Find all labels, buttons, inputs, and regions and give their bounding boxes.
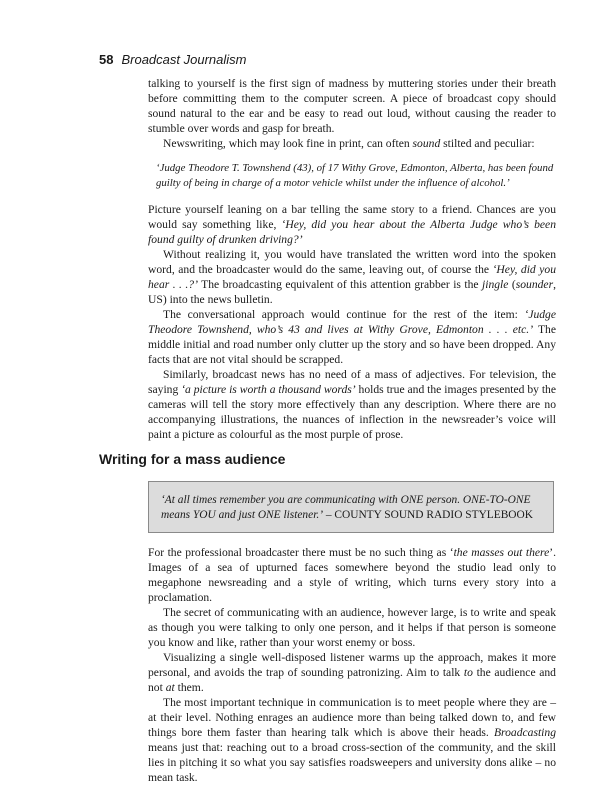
running-title: Broadcast Journalism xyxy=(121,52,247,67)
page-number: 58 xyxy=(99,52,114,67)
paragraph: For the professional broadcaster there must be no such thing as ‘the masses out there’. Images of a sea of upturned faces somewhere beyond the studio lead only to megaphone newsreading and a style of writing, which turns every story into a proclamation. xyxy=(148,546,557,604)
paragraph: Visualizing a single well-disposed listener warms up the approach, makes it more personal, and avoids the trap of sounding patronizing. Aim to talk to the audience and not at them. xyxy=(148,651,556,694)
paragraph: talking to yourself is the first sign of madness by muttering stories under their breath before committing them to the computer screen. A piece of broadcast copy should sound natural to the ear and be easy to read out loud, without causing the reader to stumble over words and gasp for breath. xyxy=(148,77,556,135)
running-head xyxy=(99,52,246,67)
callout-source: – COUNTY SOUND RADIO STYLEBOOK xyxy=(323,509,533,521)
paragraph: Newswriting, which may look fine in print, can often sound stilted and peculiar: xyxy=(163,137,535,150)
paragraph: The conversational approach would continue for the rest of the item: ‘Judge Theodore Townshend, who’s 43 and lives at Withy Grove, Edmonton . . . etc.’ The middle initial and road number only clutter up the story and so have been dropped. Any facts that are not vital should be scrapped. xyxy=(148,308,556,366)
section-heading: Writing for a mass audience xyxy=(99,451,286,467)
paragraph: Picture yourself leaning on a bar telling the same story to a friend. Chances are you would say something like, ‘Hey, did you hear about the Alberta Judge who’s been found guilty of drunken driving?’ xyxy=(148,203,556,246)
paragraph: Without realizing it, you would have translated the written word into the spoken word, and the broadcaster would do the same, leaving out, of course the ‘Hey, did you hear . . .?’ The broadcasting equivalent of this attention grabber is the jingle (sounder, US) into the news bulletin. xyxy=(148,248,556,306)
section-1-body xyxy=(148,76,556,442)
paragraph: The most important technique in communication is to meet people where they are – at their level. Nothing enrages an audience more than being talked down to, and few things bore them faster than hearing talk which is above their heads. Broadcasting means just that: reaching out to a broad cross-section of the community, and the skill lies in pitching it so what you say satisfies roadsweepers and university dons alike – no mean task. xyxy=(148,696,556,784)
callout-quote: ‘At all times remember you are communicating with ONE person. ONE-TO-ONE means YOU and just ONE listener.’ xyxy=(161,494,531,521)
section-2-body xyxy=(148,545,556,785)
paragraph: The secret of communicating with an audience, however large, is to write and speak as though you were talking to only one person, and it helps if that person is someone you know and like, rather than your worst enemy or boss. xyxy=(148,606,556,649)
paragraph: Similarly, broadcast news has no need of a mass of adjectives. For television, the saying ‘a picture is worth a thousand words’ holds true and the images presented by the cameras will tell the story more effectively than any description. Where there are no accompanying illustrations, the nuances of inflection in the newsreader’s voice will paint a picture as colourful as the most purple of prose. xyxy=(148,368,556,441)
example-quote: ‘Judge Theodore T. Townshend (43), of 17 Withy Grove, Edmonton, Alberta, has been found guilty of being in charge of a motor vehicle whilst under the influence of alcohol.’ xyxy=(156,162,554,189)
stylebook-callout xyxy=(148,481,554,533)
